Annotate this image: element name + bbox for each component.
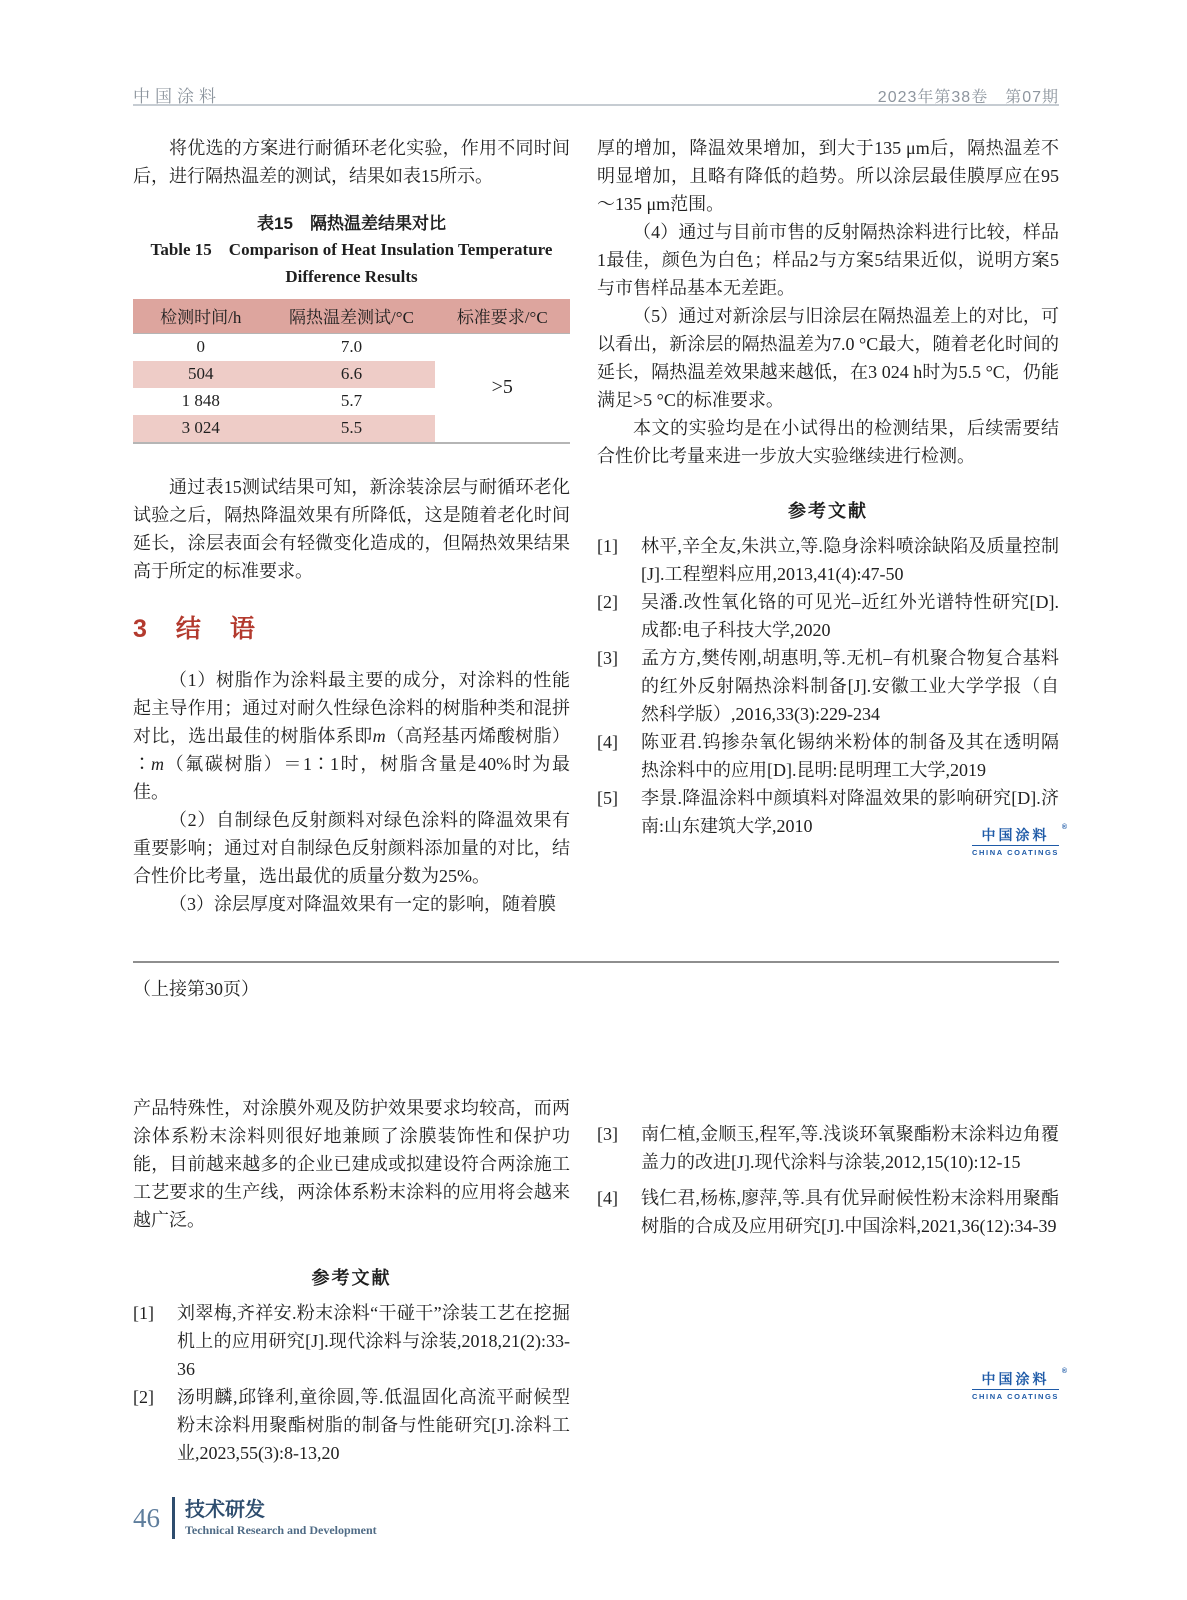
col-header-time: 检测时间/h — [133, 299, 268, 334]
table-row — [133, 334, 570, 362]
cell-value: 5.7 — [340, 391, 363, 410]
table-header-row — [133, 299, 570, 334]
china-coatings-logo — [972, 824, 1067, 857]
registered-mark-icon: ® — [1061, 824, 1067, 831]
conclusion-point-1 — [133, 666, 570, 806]
reference-text: 林平,辛全友,朱洪立,等.隐身涂料喷涂缺陷及质量控制[J].工程塑料应用,2013,41(4):47-50 — [641, 536, 1059, 584]
reference-text: 南仁植,金顺玉,程军,等.浅谈环氧聚酯粉末涂料边角覆盖力的改进[J].现代涂料与涂装,2012,15(10):12-15 — [641, 1124, 1059, 1172]
reference-number: [5] — [597, 788, 618, 808]
logo-text-en: CHINA COATINGS — [972, 1392, 1059, 1401]
references-list — [597, 532, 1059, 840]
reference-item — [133, 1299, 570, 1383]
reference-text: 李景.降温涂料中颜填料对降温效果的影响研究[D].济南:山东建筑大学,2010 — [641, 788, 1059, 836]
section-heading-conclusion: 3 结 语 — [133, 615, 257, 643]
table-caption-cn: 表15 隔热温差结果对比 — [257, 214, 446, 233]
conclusion-point-2: （2）自制绿色反射颜料对绿色涂料的降温效果有重要影响；通过对自制绿色反射颜料添加量的对比，结合性价比考量，选出最优的质量分数为25%。 — [133, 809, 570, 886]
reference-number: [3] — [597, 648, 618, 668]
cell-time: 3 024 — [133, 415, 268, 443]
continued-from-note: （上接第30页） — [133, 979, 259, 999]
references-title: 参考文献 — [311, 1268, 392, 1288]
issue-info: 2023年第38卷 第07期 — [877, 89, 1059, 106]
paragraph: 本文的实验均是在小试得出的检测结果，后续需要结合性价比考量来进一步放大实验继续进行检测。 — [597, 418, 1059, 466]
reference-number: [2] — [597, 592, 618, 612]
reference-item — [133, 1383, 570, 1467]
registered-mark-icon: ® — [1061, 1368, 1067, 1375]
references-list — [597, 1120, 1059, 1240]
journal-name: 中国涂料 — [133, 87, 221, 106]
reference-text: 刘翠梅,齐祥安.粉末涂料“干碰干”涂装工艺在挖掘机上的应用研究[J].现代涂料与涂装,2018,21(2):33-36 — [177, 1303, 570, 1379]
paragraph: 产品特殊性，对涂膜外观及防护效果要求均较高，而两涂体系粉末涂料则很好地兼顾了涂膜装饰性和保护功能，目前越来越多的企业已建成或拟建设符合两涂施工工艺要求的生产线，两涂体系粉末涂料的应用将会越来越广泛。 — [133, 1098, 570, 1230]
page-number: 46 — [133, 1502, 160, 1533]
cell-time: 504 — [133, 361, 268, 388]
conclusion-point-4: （4）通过与目前市售的反射隔热涂料进行比较，样品1最佳，颜色为白色；样品2与方案5结果近似，说明方案5与市售样品基本无差距。 — [597, 222, 1059, 298]
cell-requirement: >5 — [435, 334, 570, 444]
reference-number: [4] — [597, 732, 618, 752]
footer-section-cn: 技术研发 — [185, 1499, 265, 1521]
conclusion-point-5: （5）通过对新涂层与旧涂层在隔热温差上的对比，可以看出，新涂层的隔热温差为7.0 °C最大，随着老化时间的延长，隔热温差效果越来越低，在3 024 h时为5.5 °C，仍能满足>5 °C的标准要求。 — [597, 306, 1059, 410]
heat-insulation-table — [133, 299, 570, 444]
math-symbol-m: m — [372, 725, 386, 746]
reference-item — [597, 1184, 1059, 1240]
references-title: 参考文献 — [788, 501, 868, 521]
cell-time: 1 848 — [181, 391, 220, 410]
header-rule — [133, 104, 1059, 106]
reference-text: 孟方方,樊传刚,胡惠明,等.无机–有机聚合物复合基料的红外反射隔热涂料制备[J].安徽工业大学学报（自然科学版）,2016,33(3):229-234 — [641, 648, 1059, 724]
reference-number: [1] — [597, 536, 618, 556]
article2 — [133, 1088, 1067, 1467]
col-header-value: 隔热温差测试/°C — [268, 299, 434, 334]
text-run: （1）树脂作为涂料最主要的成分，对涂料的性能起主导作用；通过对耐久性绿色涂料的树脂种类和混拼对比，选出最佳的树脂体系即 — [133, 669, 570, 746]
references-list — [133, 1299, 570, 1467]
logo-text-cn: 中国涂料 — [981, 1371, 1050, 1387]
cell-time: 0 — [196, 337, 205, 356]
table-caption — [133, 212, 570, 290]
logo-text-cn: 中国涂料 — [981, 827, 1050, 843]
reference-text: 吴潘.改性氧化铬的可见光–近红外光谱特性研究[D].成都:电子科技大学,2020 — [641, 592, 1059, 640]
reference-number: [3] — [597, 1124, 618, 1144]
col-header-requirement: 标准要求/°C — [435, 299, 570, 334]
cell-value: 6.6 — [268, 361, 434, 388]
table-caption-en: Table 15 Comparison of Heat Insulation Temperature — [150, 240, 553, 259]
article1 — [133, 128, 1067, 918]
footer-section-en: Technical Research and Development — [185, 1523, 377, 1537]
reference-text: 汤明麟,邱锋利,童徐圆,等.低温固化高流平耐候型粉末涂料用聚酯树脂的制备与性能研究[J].涂料工业,2023,55(3):8-13,20 — [177, 1387, 570, 1463]
reference-item — [597, 588, 1059, 644]
footer-divider-bar — [172, 1497, 175, 1539]
math-symbol-m: m — [151, 753, 164, 774]
text-run: （高羟基丙烯酸树脂）∶ — [133, 725, 571, 774]
logo-container — [597, 1368, 1067, 1401]
article1-left-column — [133, 128, 570, 918]
section-divider — [133, 961, 1059, 963]
reference-number: [4] — [597, 1188, 618, 1208]
table-caption-en: Difference Results — [285, 267, 418, 286]
conclusion-point-3: （3）涂层厚度对降温效果有一定的影响，随着膜 — [169, 893, 556, 914]
reference-text: 陈亚君.钨掺杂氧化锡纳米粉体的制备及其在透明隔热涂料中的应用[D].昆明:昆明理工大学,2019 — [641, 732, 1059, 780]
logo-text-en: CHINA COATINGS — [972, 848, 1059, 857]
cell-value: 7.0 — [340, 337, 363, 356]
paragraph: 通过表15测试结果可知，新涂装涂层与耐循环老化试验之后，隔热降温效果有所降低，这是随着老化时间延长，涂层表面会有轻微变化造成的，但隔热效果结果高于所定的标准要求。 — [133, 477, 570, 581]
reference-item — [597, 728, 1059, 784]
reference-item — [597, 532, 1059, 588]
china-coatings-logo — [972, 1368, 1067, 1401]
paragraph: 厚的增加，降温效果增加，到大于135 μm后，隔热温差不明显增加，且略有降低的趋势。所以涂层最佳膜厚应在95～135 μm范围。 — [597, 138, 1059, 214]
paragraph: 将优选的方案进行耐循环老化实验，作用不同时间后，进行隔热温差的测试，结果如表15所示。 — [133, 138, 570, 186]
page-footer — [133, 1497, 377, 1539]
article2-left-column — [133, 1088, 570, 1467]
article2-right-column — [597, 1088, 1067, 1467]
cell-value: 5.5 — [268, 415, 434, 443]
reference-item — [597, 644, 1059, 728]
reference-number: [1] — [133, 1303, 154, 1323]
article1-right-column — [597, 128, 1067, 918]
reference-text: 钱仁君,杨栋,廖萍,等.具有优异耐候性粉末涂料用聚酯树脂的合成及应用研究[J].中国涂料,2021,36(12):34-39 — [641, 1188, 1059, 1236]
footer-section — [185, 1498, 377, 1538]
text-run: （氟碳树脂）＝1∶1时，树脂含量是40%时为最佳。 — [133, 753, 570, 802]
conclusion-points — [133, 666, 570, 918]
reference-number: [2] — [133, 1387, 154, 1407]
reference-item — [597, 1120, 1059, 1176]
